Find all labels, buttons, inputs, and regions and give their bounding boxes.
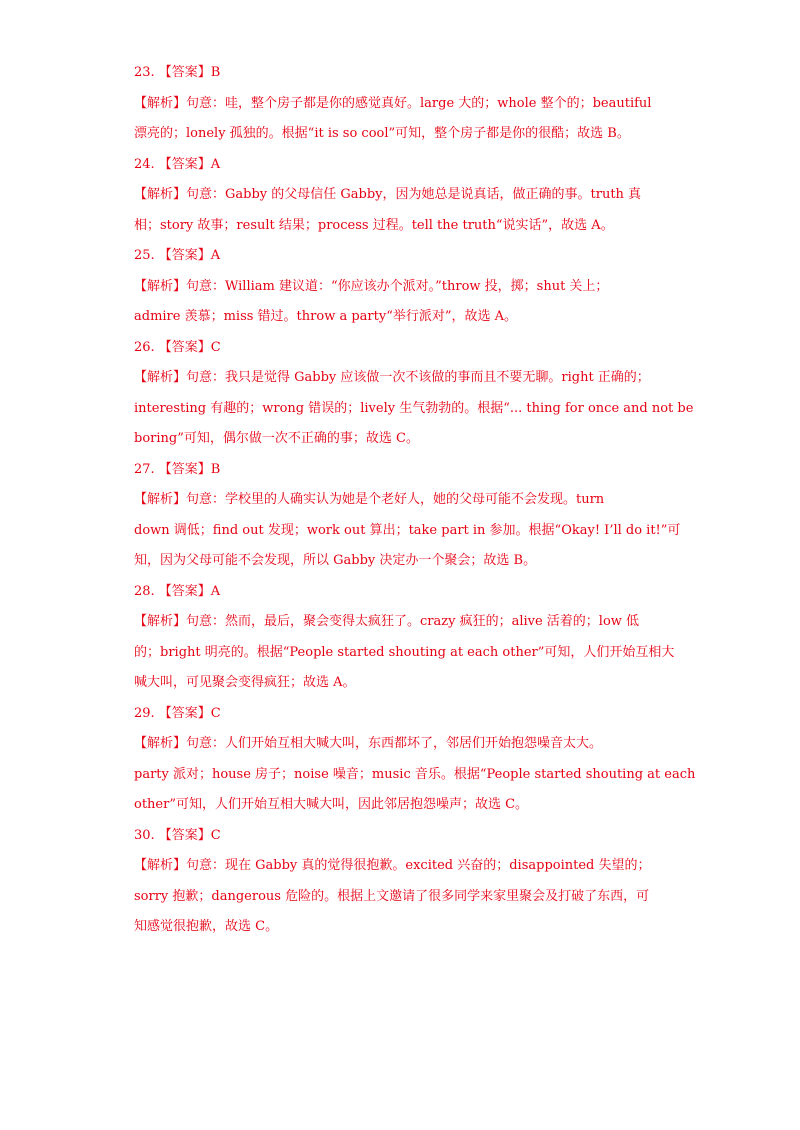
answer-24: 24. 【答案】A	[134, 156, 221, 172]
analysis-line: 的；bright 明亮的。根据“People started shouting at each other”可知，人们开始互相大	[134, 644, 675, 660]
answer-30: 30. 【答案】C	[134, 827, 221, 843]
analysis-25	[134, 272, 670, 333]
analysis-line: 知感觉很抱歉，故选 C。	[134, 919, 279, 934]
analysis-line: admire 羡慕；miss 错过。throw a party“举行派对”，故选 A。	[134, 309, 518, 324]
analysis-line: 【解析】句意：Gabby 的父母信任 Gabby，因为她总是说真话，做正确的事。truth 真	[134, 187, 642, 202]
analysis-line: interesting 有趣的；wrong 错误的；lively 生气勃勃的。根据“... thing for once and not be	[134, 400, 694, 416]
answer-26: 26. 【答案】C	[134, 339, 221, 355]
analysis-line: 相；story 故事；result 结果；process 过程。tell the truth“说实话”，故选 A。	[134, 217, 614, 233]
analysis-29	[134, 729, 696, 821]
analysis-30	[134, 851, 670, 943]
answer-23: 23. 【答案】B	[134, 65, 221, 80]
analysis-line: 【解析】句意：哇，整个房子都是你的感觉真好。large 大的；whole 整个的；beautiful	[134, 95, 652, 111]
analysis-line: down 调低；find out 发现；work out 算出；take part in 参加。根据“Okay! I’ll do it!”可	[134, 522, 681, 538]
analysis-line: 【解析】句意：人们开始互相大喊大叫，东西都坏了，邻居们开始抱怨噪音太大。	[134, 736, 603, 751]
analysis-line: 【解析】句意：我只是觉得 Gabby 应该做一次不该做的事而且不要无聊。right 正确的；	[134, 370, 650, 385]
analysis-24	[134, 180, 670, 241]
analysis-23	[134, 89, 670, 150]
analysis-line: other”可知，人们开始互相大喊大叫，因此邻居抱怨噪声；故选 C。	[134, 797, 529, 812]
analysis-27	[134, 485, 681, 577]
answer-25: 25. 【答案】A	[134, 248, 221, 263]
answer-28: 28. 【答案】A	[134, 583, 221, 599]
analysis-line: party 派对；house 房子；noise 噪音；music 音乐。根据“People started shouting at each	[134, 766, 696, 782]
analysis-line: sorry 抱歉；dangerous 危险的。根据上文邀请了很多同学来家里聚会及打破了东西，可	[134, 888, 650, 904]
answer-29: 29. 【答案】C	[134, 705, 221, 721]
answer-27: 27. 【答案】B	[134, 461, 221, 477]
analysis-line: 【解析】句意：William 建议道：“你应该办个派对。”throw 投，掷；shut 关上；	[134, 278, 609, 294]
analysis-line: 【解析】句意：学校里的人确实认为她是个老好人，她的父母可能不会发现。turn	[134, 492, 605, 507]
analysis-line: 【解析】句意：然而，最后，聚会变得太疯狂了。crazy 疯狂的；alive 活着的；low 低	[134, 614, 640, 629]
answer-key-page	[134, 58, 696, 943]
analysis-line: 【解析】句意：现在 Gabby 真的觉得很抱歉。excited 兴奋的；disappointed 失望的；	[134, 858, 651, 873]
analysis-line: 知，因为父母可能不会发现，所以 Gabby 决定办一个聚会；故选 B。	[134, 553, 537, 568]
analysis-26	[134, 363, 694, 455]
analysis-28	[134, 607, 675, 699]
analysis-line: 漂亮的；lonely 孤独的。根据“it is so cool”可知，整个房子都是你的很酷；故选 B。	[134, 126, 630, 141]
analysis-line: 喊大叫，可见聚会变得疯狂；故选 A。	[134, 675, 356, 690]
analysis-line: boring”可知，偶尔做一次不正确的事；故选 C。	[134, 431, 419, 446]
